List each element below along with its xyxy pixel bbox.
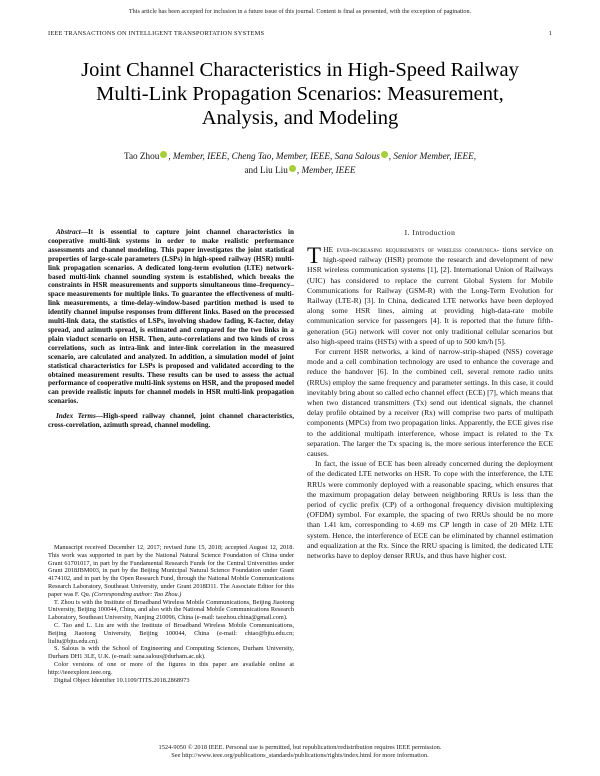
acceptance-note: This article has been accepted for inclusion in a future issue of this journal. Content is final as presented, with the exception of pagination. (128, 8, 472, 15)
footnote (48, 661, 294, 677)
author-list (70, 149, 530, 177)
author-affil: , Senior Member, IEEE, (388, 151, 477, 161)
page-number: 1 (548, 30, 552, 37)
corresponding-author: (Corresponding author: Tao Zhou.) (91, 590, 182, 598)
footnote (48, 622, 294, 645)
abstract: Abstract—It is essential to capture joint channel characteristics in cooperative multi-link systems in order to make realistic performance assessments and channel modeling. This paper investigates the joint statistical properties of large-scale parameters (LSPs) in high-speed railway (HSR) multi-link propagation scenarios. A dedicated long-term evolution (LTE) network-based multi-link channel sounding system is established, which breaks the constraints in HSR measurements and supports simultaneous time–frequency–space measurements for multiple links. To guarantee the effectiveness of multi-link measurements, a time-delay-window-based partition method is used to identify channel impulse responses from different links. Based on the processed multi-link data, the statistics of LSPs, involving shadow fading, K-factor, delay spread, and azimuth spread, is estimated and compared for the two links in a plain viaduct scenario on HSR. Then, auto-correlations and two kinds of cross correlations, such as intra-link and inter-link correlation in the measured scenario, are calculated and analyzed. In addition, a simulation model of joint statistical characteristics for LSPs is proposed and validated according to the obtained measurement results. These results can be used to assess the actual performance of cooperative multi-link systems on HSR, and the proposed model can provide realistic inputs for channel models in HSR multi-link propagation scenarios. (48, 228, 294, 406)
doi-text[interactable]: Digital Object Identifier 10.1109/TITS.2018.2868973 (54, 676, 190, 684)
footnote (48, 645, 294, 661)
author-affil: , Member, IEEE, Cheng Tao, Member, IEEE, Sana Salous (168, 151, 380, 161)
footnote (48, 544, 294, 599)
rights-link[interactable]: See http://www.ieee.org/publications_standards/publications/rights/index.html for more information. (171, 752, 429, 759)
intro-paragraph-3: In fact, the issue of ECE has been already concerned during the deployment of the dedicated LTE networks on HSR. To cope with the interference, the LTE RRUs were commonly deployed with a reasonable spacing, which ensures that the maximum propagation delay between neighboring RRUs is less than the period of cyclic prefix (CP) of a orthogonal frequency division multiplexing (OFDM) symbol. For example, the spacing of two RRUs should be no more than 1.41 km, corresponding to 4.69 ms CP length in case of 20 MHz LTE system. Hence, the interference of ECE can be eliminated by channel estimation and equalization at the Rx. Since the RRU spacing is limited, the dedicated LTE networks have to deploy denser RRUs, and thus have higher cost. (307, 459, 553, 561)
orcid-icon[interactable] (289, 165, 296, 172)
drop-cap: T (307, 243, 322, 268)
index-terms-text: High-speed railway channel, joint channel characteristics, cross-correlation, azimuth spread, channel modeling. (48, 412, 295, 430)
journal-name: IEEE TRANSACTIONS ON INTELLIGENT TRANSPORTATION SYSTEMS (48, 30, 265, 37)
footnote-text: S. Salous is with the School of Engineering and Computing Sciences, Durham University, Durham DH1 3LE, U.K. (e-mail: sana.salous@durham.ac.uk). (48, 645, 294, 661)
paragraph-text: tions service on high-speed railway (HSR) promote the research and development of new HSR wireless communication systems [1], [2]. International Union of Railways (UIC) has considered to replace the current Global System for Mobile Communications for Railway (GSM-R) with the Long-Term Evolution for Railway (LTE-R) [3]. In China, dedicated LTE networks have been deployed along some HSR lines, aiming at providing high-data-rate mobile communication service for passengers [4]. It is reported that the future fifth-generation (5G) network will cover not only traditional cellular scenarios but also high-speed trains (HSTs) with a speed of up to 500 km/h [5]. (307, 245, 554, 346)
author-line-1 (70, 149, 530, 163)
footnotes (48, 544, 294, 684)
intro-paragraph-1 (307, 245, 553, 347)
footnote (48, 677, 294, 685)
index-terms: Index Terms—High-speed railway channel, joint channel characteristics, cross-correlation, azimuth spread, channel modeling. (48, 412, 295, 430)
running-head (48, 30, 552, 37)
footnote-text: C. Tao and L. Liu are with the Institute of Broadband Wireless Mobile Communications, Beijing Jiaotong University, Beijing 100044, China (e-mail: chtao@bjtu.edu.cn; liuliu@bjtu.edu.cn). (48, 621, 294, 645)
footnote-text: T. Zhou is with the Institute of Broadband Wireless Mobile Communications, Beijing Jiaotong University, Beijing 100044, China, and also with the National Mobile Communications Research Laboratory, Southeast University, Nanjing 210096, China (e-mail: taozhou.china@gmail.com). (48, 598, 294, 622)
author-affil: , Member, IEEE (296, 165, 356, 175)
footnote-text: Manuscript received December 12, 2017; revised June 15, 2018; accepted August 12, 2018. This work was supported in part by the National Natural Science Foundation of China under Grant 61701017, in part by the Fundamental Research Funds for the Central Universities under Grant 2018JBM003, in part by the Beijing Municipal Natural Science Foundation under Grant 4174102, and in part by the Open Research Fund, through the National Mobile Communications Research Laboratory, Southeast University, under Grant 2018D11. The Associate Editor for this paper was F. Qu. (48, 544, 294, 598)
footnote-text: Color versions of one or more of the figures in this paper are available online at http://ieeexplore.ieee.org. (48, 660, 294, 676)
copyright-line: 1524-9050 © 2018 IEEE. Personal use is permitted, but republication/redistribution requires IEEE permission. (158, 744, 442, 751)
paper-title: Joint Channel Characteristics in High-Speed Railway Multi-Link Propagation Scenarios: Measurement, Analysis, and Modeling (81, 59, 519, 129)
lead-in: HE ever-increasing requirements of wireless communica- (323, 245, 500, 254)
orcid-icon[interactable] (381, 151, 388, 158)
author-name: and Liu Liu (244, 165, 288, 175)
abstract-label: Abstract (56, 228, 81, 236)
index-terms-label: Index Terms (56, 412, 96, 421)
orcid-icon[interactable] (160, 151, 167, 158)
footnote (48, 599, 294, 622)
copyright-footer (0, 744, 600, 760)
abstract-text: It is essential to capture joint channel characteristics in cooperative multi-link systems in order to make realistic performance assessments and channel modeling. This paper investigates the joint statistical properties of large-scale parameters (LSPs) in high-speed railway (HSR) multi-link propagation scenarios. A dedicated long-term evolution (LTE) network-based multi-link channel sounding system is established, which breaks the constraints in HSR measurements and supports simultaneous time–frequency–space measurements for multiple links. To guarantee the effectiveness of multi-link measurements, a time-delay-window-based partition method is used to identify channel impulse responses from different links. Based on the processed multi-link data, the statistics of LSPs, involving shadow fading, K-factor, delay spread, and azimuth spread, is estimated and compared for the two links in a plain viaduct scenario on HSR. Then, auto-correlations and two kinds of cross correlations, such as intra-link and inter-link correlation in the measured scenario, are calculated and analyzed. In addition, a simulation model of joint statistical characteristics for LSPs is proposed and validated according to the obtained measurement results. These results can be used to assess the actual performance of cooperative multi-link systems on HSR, and the proposed model can provide realistic inputs for channel models in HSR multi-link propagation scenarios. (48, 228, 294, 406)
left-column (48, 228, 294, 430)
intro-paragraph-2: For current HSR networks, a kind of narrow-strip-shaped (NSS) coverage mode and a cell combination technology are used to enhance the coverage and reduce the handover [6]. In the combined cell, several remote radio units (RRUs) employ the same frequency and parameter settings. In this case, it could inevitably bring about so called echo channel effect (ECE) [7], which means that when two distanced transmitters (Tx) send out identical signals, the channel delay profile obtained by a receiver (Rx) will comprise two parts of multipath components (MPCs) from two propagation links. Apparently, the ECE gives rise to the additional multipath interference, whose impact is related to the Tx separation. The larger the Tx spacing is, the more serious interference the ECE causes. (307, 347, 553, 459)
author-name: Tao Zhou (123, 151, 160, 161)
author-line-2 (70, 163, 530, 177)
section-heading: I. Introduction (404, 228, 456, 237)
right-column (307, 228, 553, 561)
